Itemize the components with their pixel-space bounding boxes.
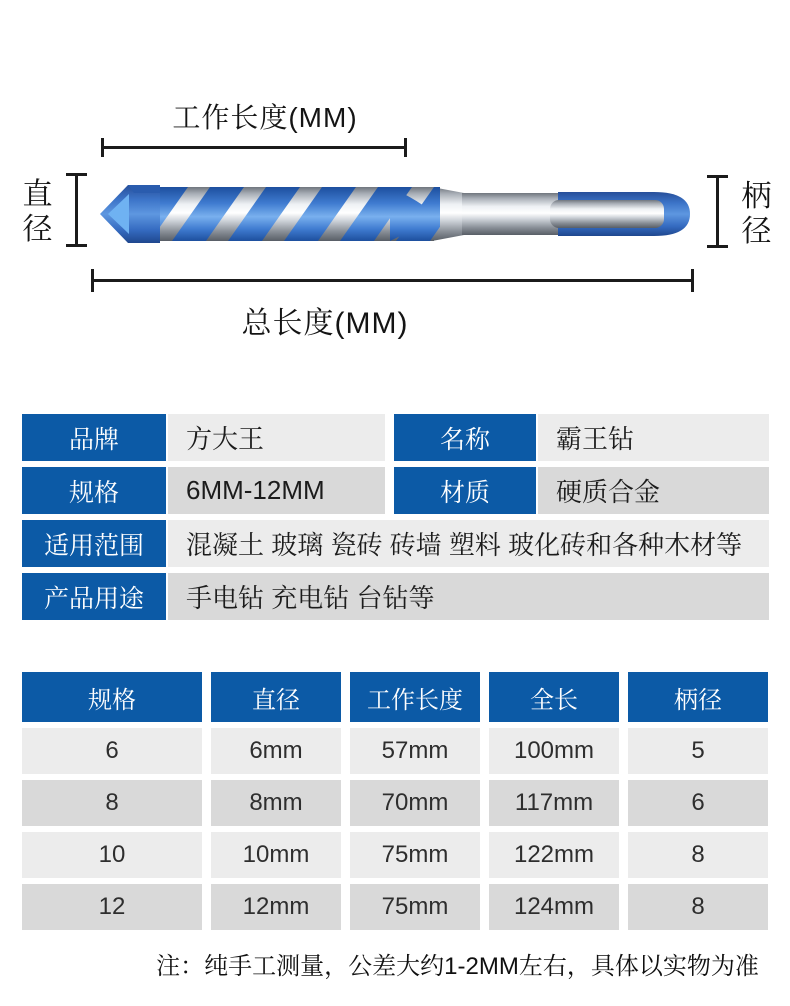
table-cell: 8: [628, 832, 768, 878]
size-header-shank: 柄径: [628, 672, 768, 722]
working-length-tick-left: [101, 138, 104, 157]
spec-value-size: 6MM-12MM: [168, 467, 385, 514]
spec-row-size-material: [22, 467, 769, 514]
spec-value-material: 硬质合金: [538, 467, 769, 514]
table-cell: 122mm: [489, 832, 619, 878]
working-length-label: 工作长度(MM): [172, 102, 358, 133]
table-cell: 117mm: [489, 780, 619, 826]
spec-row-brand-name: [22, 414, 769, 461]
working-length-tick-right: [404, 138, 407, 157]
drill-neck: [462, 193, 560, 235]
size-table: [22, 672, 768, 930]
measurement-note: 注：纯手工测量，公差大约1-2MM左右，具体以实物为准: [156, 953, 759, 980]
table-cell: 8: [628, 884, 768, 930]
total-length-tick-right: [691, 269, 694, 292]
shank-diameter-label: 柄径: [741, 180, 773, 248]
drill-bit-illustration: [98, 183, 690, 245]
spec-value-application: 混凝土 玻璃 瓷砖 砖墙 塑料 玻化砖和各种木材等: [168, 520, 769, 567]
table-cell: 70mm: [350, 780, 480, 826]
table-cell: 8mm: [211, 780, 341, 826]
shank-tick-top: [707, 175, 728, 178]
spec-row-application: [22, 520, 769, 567]
diameter-tick-bottom: [66, 244, 87, 247]
total-length-tick-left: [91, 269, 94, 292]
spec-label-size: 规格: [22, 467, 166, 514]
spec-value-usage: 手电钻 充电钻 台钻等: [168, 573, 769, 620]
total-length-label: 总长度(MM): [241, 307, 409, 340]
table-cell: 12mm: [211, 884, 341, 930]
table-cell: 12: [22, 884, 202, 930]
working-length-dim-line: [102, 146, 406, 149]
size-header-working-length: 工作长度: [350, 672, 480, 722]
spec-label-material: 材质: [394, 467, 536, 514]
diameter-tick-top: [66, 173, 87, 176]
spec-row-usage: [22, 573, 769, 620]
spec-label-usage: 产品用途: [22, 573, 166, 620]
table-cell: 10mm: [211, 832, 341, 878]
total-length-dim-line: [92, 279, 694, 282]
size-header-spec: 规格: [22, 672, 202, 722]
table-cell: 100mm: [489, 728, 619, 774]
size-header-total-length: 全长: [489, 672, 619, 722]
spec-value-brand: 方大王: [168, 414, 385, 461]
table-cell: 10: [22, 832, 202, 878]
table-cell: 124mm: [489, 884, 619, 930]
size-header-diameter: 直径: [211, 672, 341, 722]
spec-value-name: 霸王钻: [538, 414, 769, 461]
table-cell: 75mm: [350, 884, 480, 930]
diameter-label: 直径: [22, 178, 54, 246]
table-cell: 6mm: [211, 728, 341, 774]
table-cell: 6: [22, 728, 202, 774]
shank-dim-line: [716, 176, 719, 247]
diameter-dim-line: [75, 174, 78, 246]
spec-label-brand: 品牌: [22, 414, 166, 461]
spec-label-name: 名称: [394, 414, 536, 461]
table-cell: 8: [22, 780, 202, 826]
table-cell: 5: [628, 728, 768, 774]
spec-label-application: 适用范围: [22, 520, 166, 567]
drill-shank-core: [550, 200, 664, 228]
table-cell: 57mm: [350, 728, 480, 774]
shank-tick-bottom: [707, 245, 728, 248]
table-cell: 6: [628, 780, 768, 826]
table-cell: 75mm: [350, 832, 480, 878]
